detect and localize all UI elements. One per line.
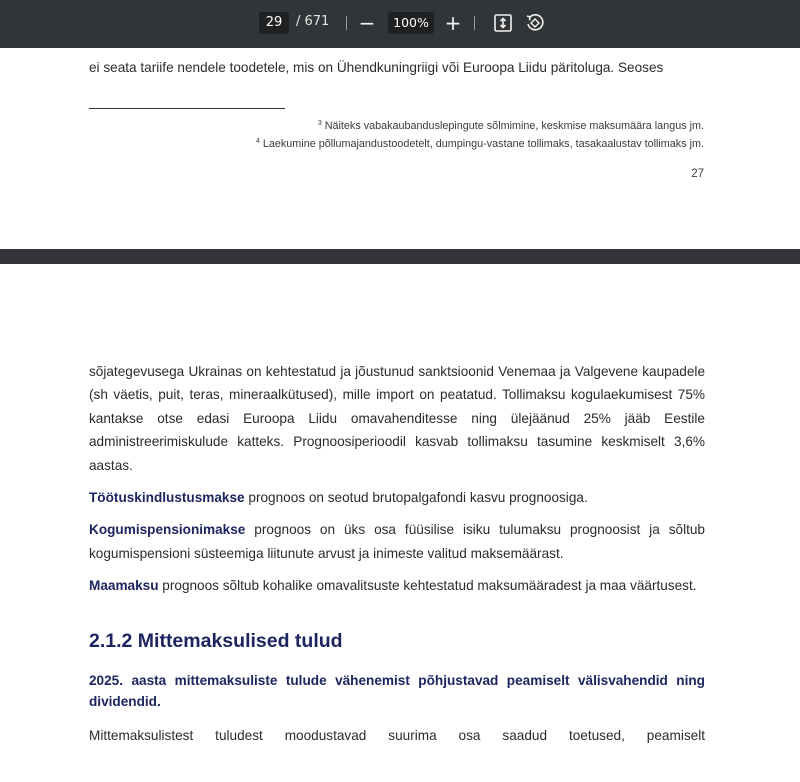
term: Töötuskindlustusmakse [89, 490, 245, 506]
term: Maamaksu [89, 578, 159, 594]
page-number: 27 [691, 168, 704, 180]
paragraph-kogumispension: Kogumispensionimakse prognoos on üks osa füüsilise isiku tulumaksu prognoosist ja sõltub kogumispensioni süsteemiga liitunute arvust ja inimeste valitud maksemäärast. [89, 522, 705, 561]
page-content [89, 360, 705, 756]
paragraph-maamaks: Maamaksu prognoos sõltub kohalike omavalitsuste kehtestatud maksumääradest ja maa väärtusest. [89, 578, 697, 594]
footnote-3: $^3$ Näiteks vabakaubanduslepingute sõlmimine, keskmise maksumäära langus jm. [317, 120, 704, 132]
pdf-page-27 [0, 48, 800, 249]
toolbar-divider [474, 16, 475, 30]
total-pages-label: / 671 [296, 14, 330, 29]
fit-page-icon [493, 13, 513, 33]
footnote-4: $^4$ Laekumine põllumajandustoodetelt, dumpingu-vastane tollimaks, tasakaalustav tollimaks jm. [255, 138, 704, 150]
zoom-out-button[interactable]: − [358, 11, 376, 35]
term: Kogumispensionimakse [89, 522, 246, 538]
toolbar-divider [346, 16, 347, 30]
rotate-button[interactable] [522, 10, 548, 36]
footnote-separator [89, 108, 285, 109]
body-text-line: ei seata tariife nendele toodetele, mis on Ühendkuningriigi või Euroopa Liidu päritoluga. Seoses [89, 60, 664, 75]
paragraph-mittemaksulised: Mittemaksulistest tuludest moodustavad suurima osa saadud toetused, peamiselt [89, 727, 705, 743]
zoom-in-button[interactable]: + [444, 11, 462, 35]
section-heading: 2.1.2 Mittemaksulised tulud [89, 629, 343, 652]
fit-page-button[interactable] [490, 10, 516, 36]
page-number-input[interactable]: 29 [259, 12, 289, 34]
paragraph-tollimaks: sõjategevusega Ukrainas on kehtestatud ja jõustunud sanktsioonid Venemaa ja Valgevene kaupadele (sh väetis, puit, teras, mineraalkütused), mille import on peatatud. Tollimaksu kogulaekumisest 75% kantakse otse edasi Euroopa Liidu omavahenditesse ning ülejäänud 25% jääb Eestile administreerimiskulude katteks. Prognoosiperioodil kasvab tollimaksu tasumine keskmiselt 3,6% aastas. [89, 364, 705, 473]
zoom-level-input[interactable]: 100% [388, 12, 434, 34]
rotate-icon [524, 12, 546, 34]
pdf-toolbar [0, 0, 800, 48]
pdf-page-28 [0, 264, 800, 782]
subheading: 2025. aasta mittemaksuliste tulude vähenemist põhjustavad peamiselt välisvahendid ning dividendid. [89, 672, 705, 709]
paragraph-tootuskindlustus: Töötuskindlustusmakse prognoos on seotud brutopalgafondi kasvu prognoosiga. [89, 490, 588, 506]
